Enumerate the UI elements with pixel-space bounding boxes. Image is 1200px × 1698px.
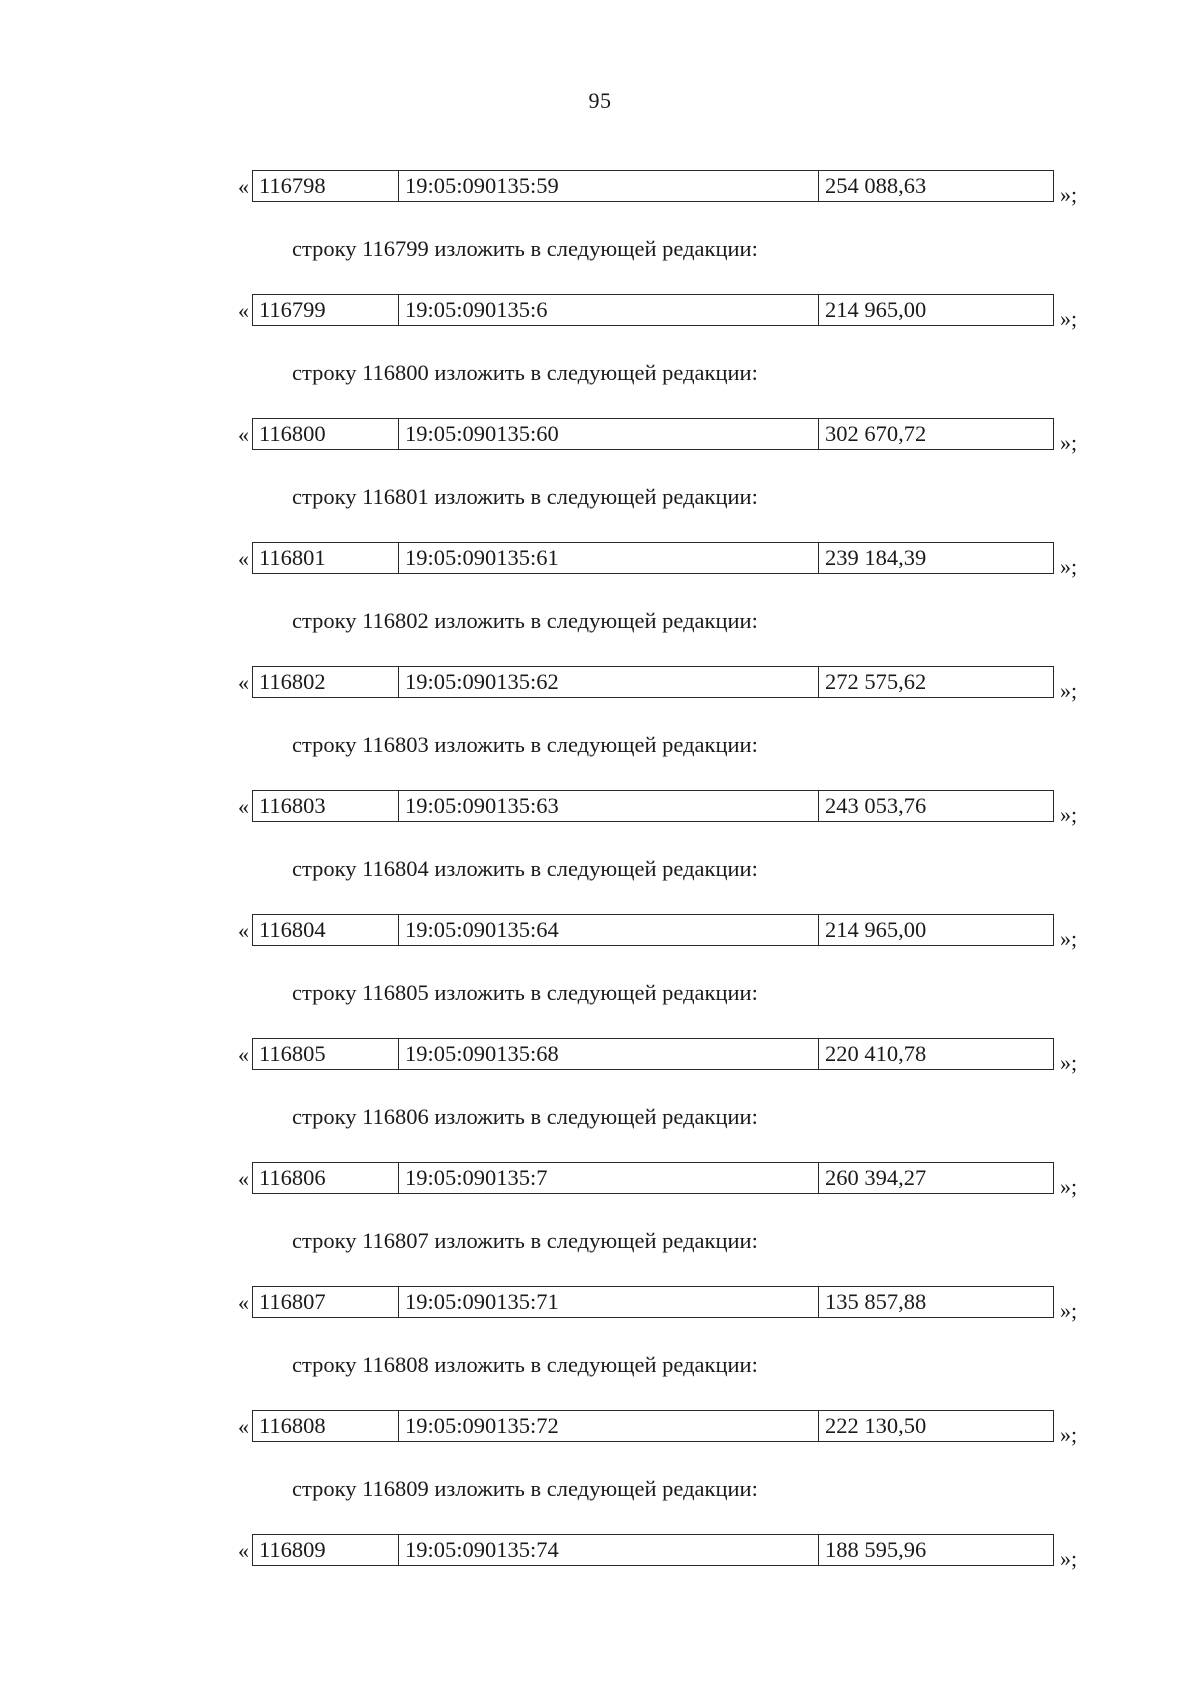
cadastral-value-cell: 302 670,72 [818, 418, 1054, 450]
cadastral-value-cell: 222 130,50 [818, 1410, 1054, 1442]
cadastral-number-cell: 19:05:090135:74 [398, 1534, 818, 1566]
row-number-cell: 116801 [252, 542, 398, 574]
closing-quote: »; [1060, 430, 1078, 455]
opening-quote: « [238, 1042, 249, 1067]
table-row [238, 1408, 1098, 1448]
cadastral-value-cell: 188 595,96 [818, 1534, 1054, 1566]
cadastral-value-cell: 220 410,78 [818, 1038, 1054, 1070]
amendment-caption: строку 116799 изложить в следующей редакции: [292, 236, 758, 261]
amendment-block [0, 168, 1200, 292]
opening-quote: « [238, 1290, 249, 1315]
opening-quote: « [238, 670, 249, 695]
cadastral-value-cell: 214 965,00 [818, 294, 1054, 326]
amendment-caption: строку 116806 изложить в следующей редакции: [292, 1104, 758, 1129]
amendment-block [0, 1036, 1200, 1160]
table-row [238, 540, 1098, 580]
amendment-block [0, 416, 1200, 540]
amendment-caption: строку 116801 изложить в следующей редакции: [292, 484, 758, 509]
amendment-block [0, 1160, 1200, 1284]
row-number-cell: 116799 [252, 294, 398, 326]
closing-quote: »; [1060, 182, 1078, 207]
amendment-block [0, 1532, 1200, 1656]
amendment-block [0, 540, 1200, 664]
table-row [238, 1532, 1098, 1572]
amendment-caption: строку 116800 изложить в следующей редакции: [292, 360, 758, 385]
cadastral-number-cell: 19:05:090135:7 [398, 1162, 818, 1194]
table-row [238, 912, 1098, 952]
amendment-caption: строку 116808 изложить в следующей редакции: [292, 1352, 758, 1377]
cadastral-number-cell: 19:05:090135:62 [398, 666, 818, 698]
cadastral-value-cell: 214 965,00 [818, 914, 1054, 946]
cadastral-number-cell: 19:05:090135:6 [398, 294, 818, 326]
amendment-caption: строку 116803 изложить в следующей редакции: [292, 732, 758, 757]
cadastral-value-cell: 260 394,27 [818, 1162, 1054, 1194]
opening-quote: « [238, 1414, 249, 1439]
cadastral-number-cell: 19:05:090135:71 [398, 1286, 818, 1318]
opening-quote: « [238, 918, 249, 943]
closing-quote: »; [1060, 678, 1078, 703]
table-row [238, 1036, 1098, 1076]
cadastral-value-cell: 135 857,88 [818, 1286, 1054, 1318]
amendment-block [0, 1284, 1200, 1408]
table-row [238, 1284, 1098, 1324]
opening-quote: « [238, 298, 249, 323]
opening-quote: « [238, 794, 249, 819]
cadastral-value-cell: 243 053,76 [818, 790, 1054, 822]
amendment-caption: строку 116809 изложить в следующей редакции: [292, 1476, 758, 1501]
closing-quote: »; [1060, 1546, 1078, 1571]
row-number-cell: 116805 [252, 1038, 398, 1070]
cadastral-value-cell: 239 184,39 [818, 542, 1054, 574]
table-row [238, 1160, 1098, 1200]
amendment-block [0, 292, 1200, 416]
cadastral-value-cell: 272 575,62 [818, 666, 1054, 698]
closing-quote: »; [1060, 1422, 1078, 1447]
closing-quote: »; [1060, 1174, 1078, 1199]
amendment-block [0, 788, 1200, 912]
amendment-caption: строку 116802 изложить в следующей редакции: [292, 608, 758, 633]
table-row [238, 664, 1098, 704]
table-row [238, 168, 1098, 208]
cadastral-number-cell: 19:05:090135:59 [398, 170, 818, 202]
row-number-cell: 116798 [252, 170, 398, 202]
amendment-block [0, 664, 1200, 788]
row-number-cell: 116800 [252, 418, 398, 450]
cadastral-number-cell: 19:05:090135:61 [398, 542, 818, 574]
row-number-cell: 116802 [252, 666, 398, 698]
opening-quote: « [238, 1538, 249, 1563]
opening-quote: « [238, 174, 249, 199]
row-number-cell: 116806 [252, 1162, 398, 1194]
table-row [238, 788, 1098, 828]
cadastral-number-cell: 19:05:090135:72 [398, 1410, 818, 1442]
opening-quote: « [238, 422, 249, 447]
amendment-caption: строку 116805 изложить в следующей редакции: [292, 980, 758, 1005]
amendment-block [0, 1408, 1200, 1532]
cadastral-value-cell: 254 088,63 [818, 170, 1054, 202]
cadastral-number-cell: 19:05:090135:60 [398, 418, 818, 450]
table-row [238, 292, 1098, 332]
cadastral-number-cell: 19:05:090135:64 [398, 914, 818, 946]
opening-quote: « [238, 1166, 249, 1191]
amendment-list [0, 168, 1200, 1656]
row-number-cell: 116803 [252, 790, 398, 822]
page-number: 95 [588, 88, 612, 113]
closing-quote: »; [1060, 306, 1078, 331]
closing-quote: »; [1060, 802, 1078, 827]
closing-quote: »; [1060, 1298, 1078, 1323]
table-row [238, 416, 1098, 456]
closing-quote: »; [1060, 554, 1078, 579]
row-number-cell: 116804 [252, 914, 398, 946]
opening-quote: « [238, 546, 249, 571]
cadastral-number-cell: 19:05:090135:68 [398, 1038, 818, 1070]
row-number-cell: 116808 [252, 1410, 398, 1442]
amendment-caption: строку 116804 изложить в следующей редакции: [292, 856, 758, 881]
cadastral-number-cell: 19:05:090135:63 [398, 790, 818, 822]
row-number-cell: 116809 [252, 1534, 398, 1566]
amendment-block [0, 912, 1200, 1036]
closing-quote: »; [1060, 926, 1078, 951]
closing-quote: »; [1060, 1050, 1078, 1075]
row-number-cell: 116807 [252, 1286, 398, 1318]
amendment-caption: строку 116807 изложить в следующей редакции: [292, 1228, 758, 1253]
